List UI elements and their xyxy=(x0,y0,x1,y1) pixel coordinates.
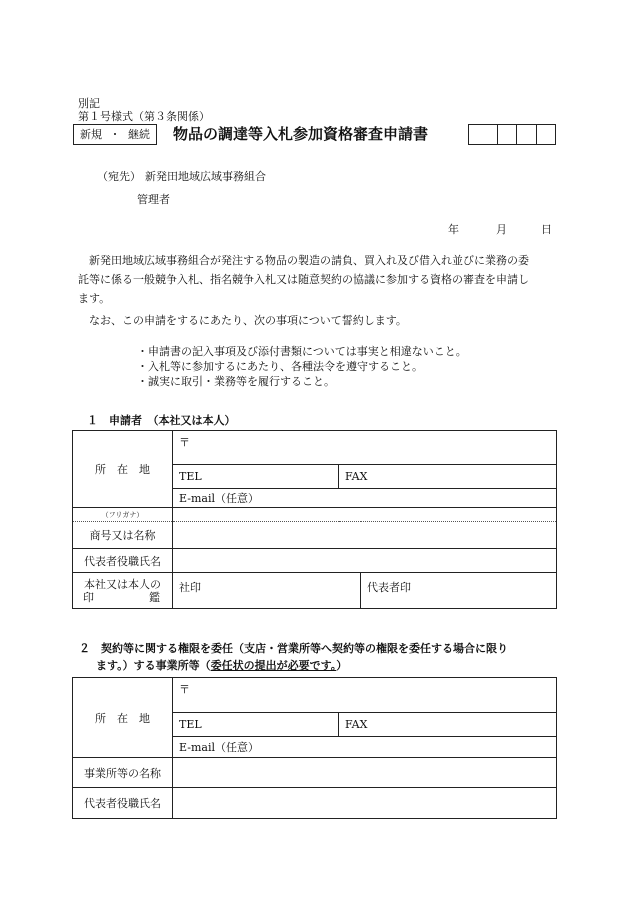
seal-label-char1: 印 xyxy=(83,590,94,604)
tel-label: TEL xyxy=(179,718,202,731)
pledge-item: ・入札等に参加するにあたり、各種法令を遵守すること。 xyxy=(137,360,423,373)
seal-label-line1: 本社又は本人の xyxy=(84,577,161,591)
status-new[interactable]: 新規 xyxy=(80,128,102,141)
date-day: 日 xyxy=(541,223,552,236)
office-name-field[interactable] xyxy=(173,758,557,788)
office-rep-name-label: 代表者役職氏名 xyxy=(73,788,173,819)
addressee-manager: 管理者 xyxy=(137,193,170,206)
rep-name-field[interactable] xyxy=(173,549,557,573)
rep-name-label: 代表者役職氏名 xyxy=(73,549,173,573)
section2-heading-line1: ２ 契約等に関する権限を委任（支店・営業所等へ契約等の権限を委任する場合に限り xyxy=(79,642,508,655)
section2-heading-close: ） xyxy=(336,659,348,672)
email-label: E-mail（任意） xyxy=(179,492,259,505)
furigana-field[interactable] xyxy=(173,508,557,522)
intro-pledge-lead: なお、この申請をするにあたり、次の事項について誓約します。 xyxy=(89,314,407,327)
company-seal-label: 社印 xyxy=(179,581,201,594)
applicant-table xyxy=(72,430,557,609)
page-title: 物品の調達等入札参加資格審査申請書 xyxy=(173,125,429,143)
postal-mark: 〒 xyxy=(179,683,190,696)
fax-label: FAX xyxy=(345,470,368,483)
trade-name-field[interactable] xyxy=(173,522,557,549)
intro-line-2: 託等に係る一般競争入札、指名競争入札又は随意契約の協議に参加する資格の審査を申請し xyxy=(78,273,529,286)
addressee-org: 新発田地域広域事務組合 xyxy=(145,170,266,183)
reg-box-1[interactable] xyxy=(469,125,498,145)
intro-line-1: 新発田地域広域事務組合が発注する物品の製造の請負、買入れ及び借入れ並びに業務の委 xyxy=(89,254,529,267)
addressee xyxy=(97,170,266,184)
delegated-office-table xyxy=(72,677,557,819)
applicant-email-field[interactable] xyxy=(173,489,557,508)
office-email-field[interactable] xyxy=(173,737,557,758)
rep-seal-field[interactable] xyxy=(361,573,557,609)
form-number: 第１号様式（第３条関係） xyxy=(78,110,210,123)
date-month: 月 xyxy=(496,223,507,236)
applicant-tel-field[interactable] xyxy=(173,465,339,489)
addressee-prefix: （宛先） xyxy=(97,170,141,183)
office-postal-field[interactable] xyxy=(173,678,557,713)
applicant-fax-field[interactable] xyxy=(339,465,557,489)
applicant-address-label: 所 在 地 xyxy=(73,431,173,508)
seal-label-char2: 鑑 xyxy=(149,590,160,604)
pledge-item: ・申請書の記入事項及び添付書類については事実と相違ないこと。 xyxy=(137,345,467,358)
seal-label xyxy=(73,573,173,609)
intro-line-3: ます。 xyxy=(78,292,111,305)
reg-box-4[interactable] xyxy=(536,125,555,145)
date-year: 年 xyxy=(448,223,459,236)
reg-box-3[interactable] xyxy=(517,125,536,145)
office-rep-name-field[interactable] xyxy=(173,788,557,819)
status-continue[interactable]: 継続 xyxy=(128,128,150,141)
power-of-attorney-note: 委任状の提出が必要です。 xyxy=(210,659,337,672)
pledge-item: ・誠実に取引・業務等を履行すること。 xyxy=(137,375,335,388)
company-seal-field[interactable] xyxy=(173,573,361,609)
trade-name-label: 商号又は名称 xyxy=(73,522,173,549)
registration-number-boxes xyxy=(468,124,556,144)
office-address-label: 所 在 地 xyxy=(73,678,173,758)
section1-heading: １ 申請者 （本社又は本人） xyxy=(87,414,236,427)
office-tel-field[interactable] xyxy=(173,713,339,737)
office-fax-field[interactable] xyxy=(339,713,557,737)
annex-label: 別記 xyxy=(78,97,100,110)
email-label: E-mail（任意） xyxy=(179,741,259,754)
furigana-label: （フリガナ） xyxy=(73,508,173,522)
section2-heading-text: ます。）する事業所等（ xyxy=(96,659,211,672)
office-name-label: 事業所等の名称 xyxy=(73,758,173,788)
tel-label: TEL xyxy=(179,470,202,483)
postal-mark: 〒 xyxy=(179,436,190,449)
applicant-postal-field[interactable] xyxy=(173,431,557,465)
status-separator: ・ xyxy=(109,128,121,141)
application-type-box xyxy=(73,124,157,145)
section2-heading-line2 xyxy=(96,659,347,673)
fax-label: FAX xyxy=(345,718,368,731)
rep-seal-label: 代表者印 xyxy=(367,581,411,594)
reg-box-2[interactable] xyxy=(498,125,517,145)
